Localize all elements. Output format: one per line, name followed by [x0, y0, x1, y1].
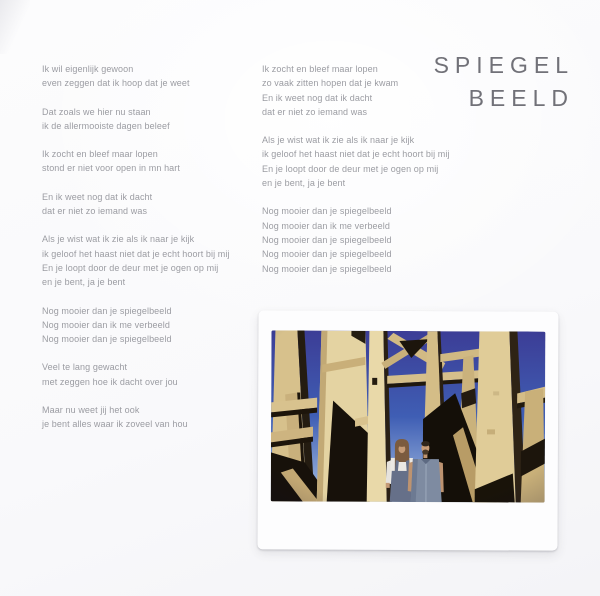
- song-title-line-1: SPIEGEL: [433, 52, 574, 78]
- lyric-line: zo vaak zitten hopen dat je kwam: [262, 78, 399, 89]
- lyric-line: ik de allermooiste dagen beleef: [42, 120, 170, 131]
- lyric-line: Nog mooier dan je spiegelbeeld: [262, 263, 392, 274]
- lyric-line: Ik wil eigenlijk gewoon: [42, 64, 134, 74]
- stanza: [42, 62, 230, 91]
- stanza: [42, 403, 230, 432]
- stanza: [42, 360, 230, 389]
- lyric-line: Ik zocht en bleef maar lopen: [262, 64, 378, 74]
- stanza: [262, 62, 450, 119]
- lyric-line: Als je wist wat ik zie als ik naar je kijk: [42, 234, 195, 245]
- lyric-line: En ik weet nog dat ik dacht: [262, 92, 373, 103]
- lyric-line: En je loopt door de deur met je ogen op mij: [42, 262, 219, 273]
- lyric-line: dat er niet zo iemand was: [262, 106, 368, 117]
- stanza: [42, 304, 230, 347]
- polaroid-photo: [257, 310, 558, 550]
- lyric-line: Nog mooier dan je spiegelbeeld: [262, 249, 392, 260]
- stanza: [42, 105, 230, 134]
- song-title: [433, 49, 574, 115]
- lyric-line: ik geloof het haast niet dat je echt hoort bij mij: [42, 248, 230, 259]
- stanza: [42, 190, 230, 219]
- lyric-line: Nog mooier dan ik me verbeeld: [42, 319, 170, 330]
- photo-vignette: [271, 330, 546, 502]
- photo-illustration: [271, 330, 546, 502]
- lyric-line: en je bent, ja je bent: [42, 277, 126, 288]
- page-corner-shade: [0, 0, 30, 54]
- lyric-line: en je bent, ja je bent: [262, 178, 346, 189]
- lyric-line: Nog mooier dan je spiegelbeeld: [42, 334, 172, 345]
- stanza: [262, 133, 450, 190]
- lyric-line: Als je wist wat ik zie als ik naar je kijk: [262, 135, 415, 146]
- lyric-line: je bent alles waar ik zoveel van hou: [42, 419, 188, 430]
- lyrics-column-left: [42, 62, 230, 446]
- lyric-line: stond er niet voor open in mn hart: [42, 163, 180, 174]
- lyric-line: Nog mooier dan ik me verbeeld: [262, 220, 390, 231]
- lyric-line: ik geloof het haast niet dat je echt hoort bij mij: [262, 149, 450, 160]
- lyric-line: Nog mooier dan je spiegelbeeld: [262, 206, 392, 217]
- lyric-line: Ik zocht en bleef maar lopen: [42, 149, 158, 160]
- song-title-line-2: BEELD: [468, 85, 574, 111]
- lyric-line: dat er niet zo iemand was: [42, 206, 148, 217]
- lyric-line: Nog mooier dan je spiegelbeeld: [42, 305, 172, 316]
- lyric-line: En ik weet nog dat ik dacht: [42, 191, 153, 202]
- lyric-line: Dat zoals we hier nu staan: [42, 106, 151, 117]
- lyric-line: met zeggen hoe ik dacht over jou: [42, 376, 178, 387]
- lyrics-column-right: [262, 62, 450, 290]
- stanza: [42, 147, 230, 176]
- lyric-line: En je loopt door de deur met je ogen op mij: [262, 163, 439, 174]
- lyric-line: Veel te lang gewacht: [42, 362, 128, 373]
- lyric-line: even zeggen dat ik hoop dat je weet: [42, 78, 190, 89]
- stanza: [262, 204, 450, 275]
- stanza: [42, 232, 230, 289]
- lyric-line: Nog mooier dan je spiegelbeeld: [262, 234, 392, 245]
- lyric-line: Maar nu weet jij het ook: [42, 405, 140, 416]
